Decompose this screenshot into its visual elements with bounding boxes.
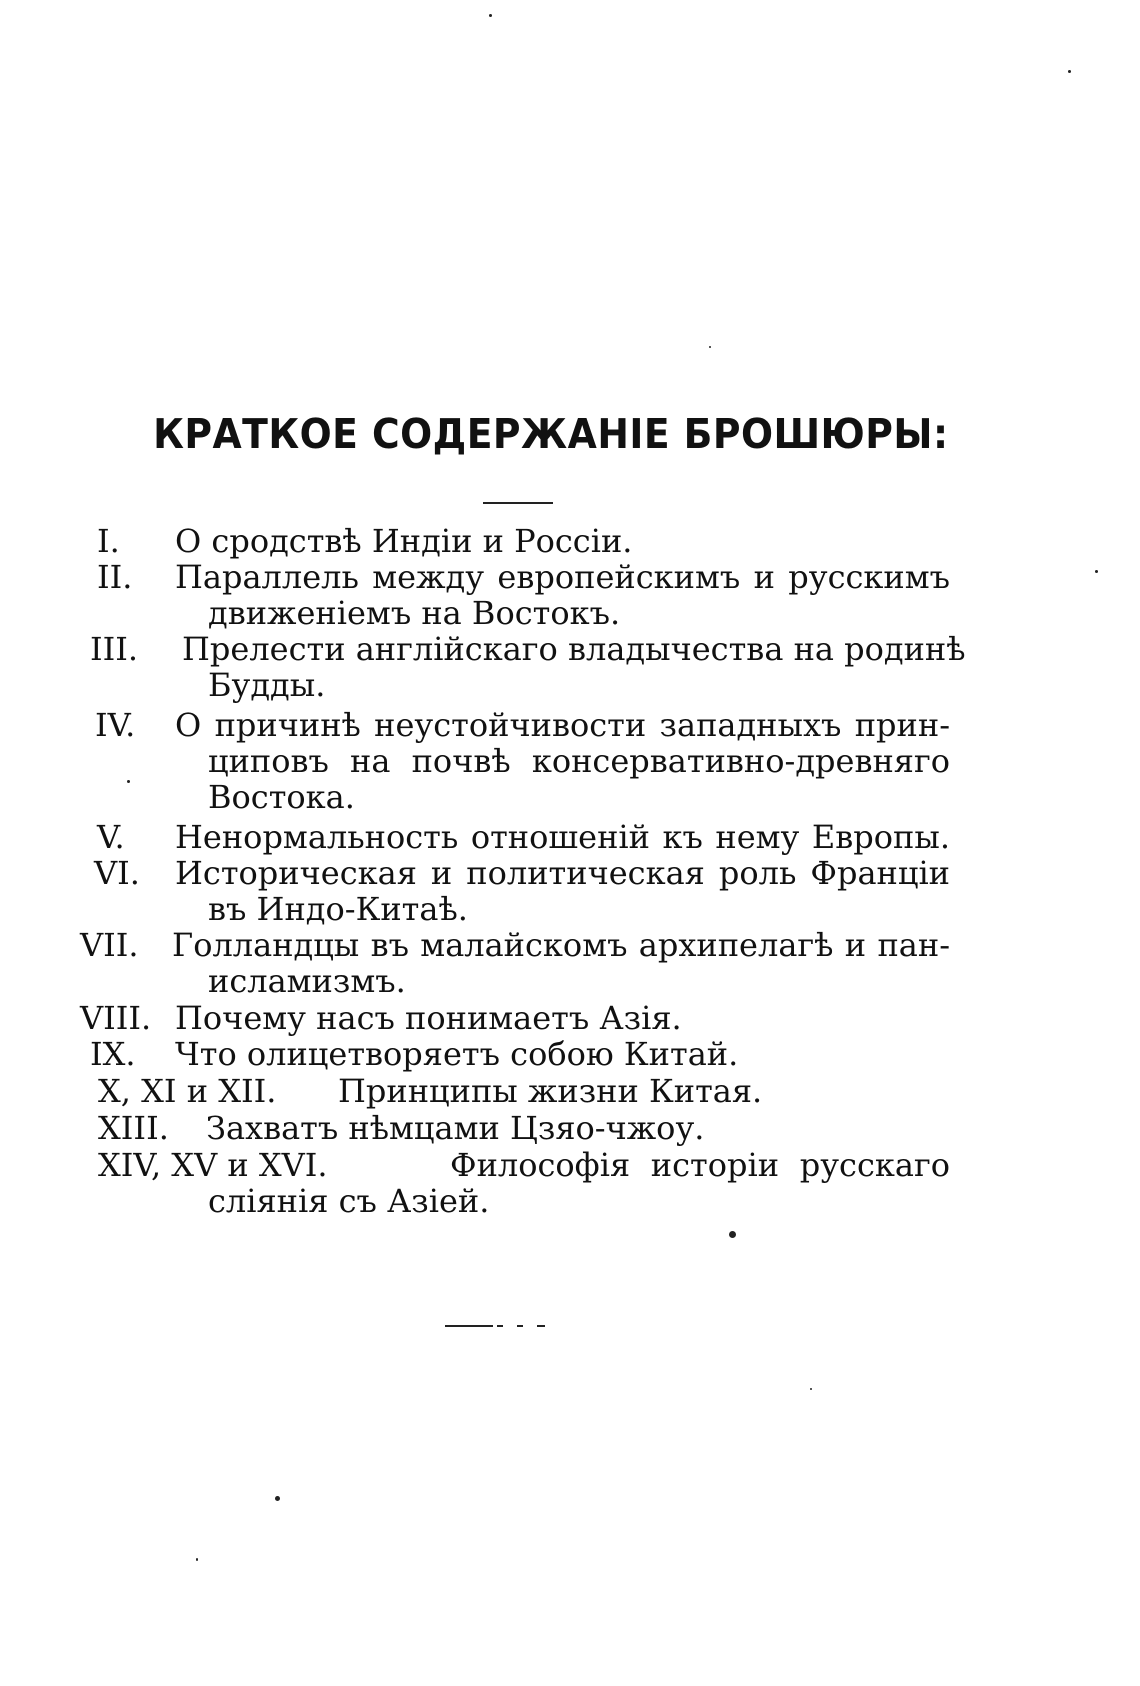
entry-text: Философія исторіи русскаго xyxy=(450,1146,950,1184)
scan-speck xyxy=(1068,70,1071,73)
entry-number: VIII. xyxy=(80,999,152,1037)
entry-text: Будды. xyxy=(208,666,326,704)
entry-text: О причинѣ неустойчивости западныхъ прин- xyxy=(175,706,950,744)
scan-speck xyxy=(810,1388,812,1390)
entry-number: IX. xyxy=(90,1035,136,1073)
scan-speck xyxy=(1095,570,1098,573)
entry-text: Прелести англійскаго владычества на родинѣ xyxy=(182,630,966,668)
entry-number: I. xyxy=(97,522,120,560)
entry-number: IV. xyxy=(95,706,136,744)
entry-text: Ненормальность отношеній къ нему Европы. xyxy=(175,818,950,856)
entry-text: Востока. xyxy=(208,778,355,816)
entry-number: XIII. xyxy=(98,1109,169,1147)
entry-text: Параллель между европейскимъ и русскимъ xyxy=(175,558,950,596)
entry-number: XIV, XV и XVI. xyxy=(98,1146,328,1184)
entry-text: исламизмъ. xyxy=(208,962,406,1000)
entry-text: сліянія съ Азіей. xyxy=(208,1182,490,1220)
entry-number: V. xyxy=(97,818,125,856)
scan-speck xyxy=(196,1558,198,1561)
scan-speck xyxy=(127,780,130,783)
entry-text: Историческая и политическая роль Франціи xyxy=(175,854,950,892)
scan-speck xyxy=(709,346,711,348)
entry-text: движеніемъ на Востокъ. xyxy=(208,594,621,632)
entry-text: циповъ на почвѣ консервативно-древняго xyxy=(208,742,950,780)
page-title: КРАТКОЕ СОДЕРЖАНІЕ БРОШЮРЫ: xyxy=(153,410,949,458)
entry-text: Что олицетворяетъ собою Китай. xyxy=(175,1035,739,1073)
closing-rule xyxy=(445,1325,595,1327)
entry-text: Голландцы въ малайскомъ архипелагѣ и пан- xyxy=(172,926,950,964)
entry-text: Почему насъ понимаетъ Азія. xyxy=(175,999,682,1037)
scan-speck xyxy=(275,1496,280,1501)
scan-speck xyxy=(729,1231,736,1238)
entry-number: X, XI и XII. xyxy=(98,1072,277,1110)
scan-speck xyxy=(489,14,492,17)
entry-text: Принципы жизни Китая. xyxy=(338,1072,763,1110)
entry-text: въ Индо-Китаѣ. xyxy=(208,890,468,928)
entry-number: II. xyxy=(97,558,133,596)
entry-text: О сродствѣ Индіи и Россіи. xyxy=(175,522,633,560)
entry-text: Захватъ нѣмцами Цзяо-чжоу. xyxy=(206,1109,705,1147)
entry-number: III. xyxy=(90,630,139,668)
entry-number: VII. xyxy=(80,926,139,964)
entry-number: VI. xyxy=(94,854,140,892)
